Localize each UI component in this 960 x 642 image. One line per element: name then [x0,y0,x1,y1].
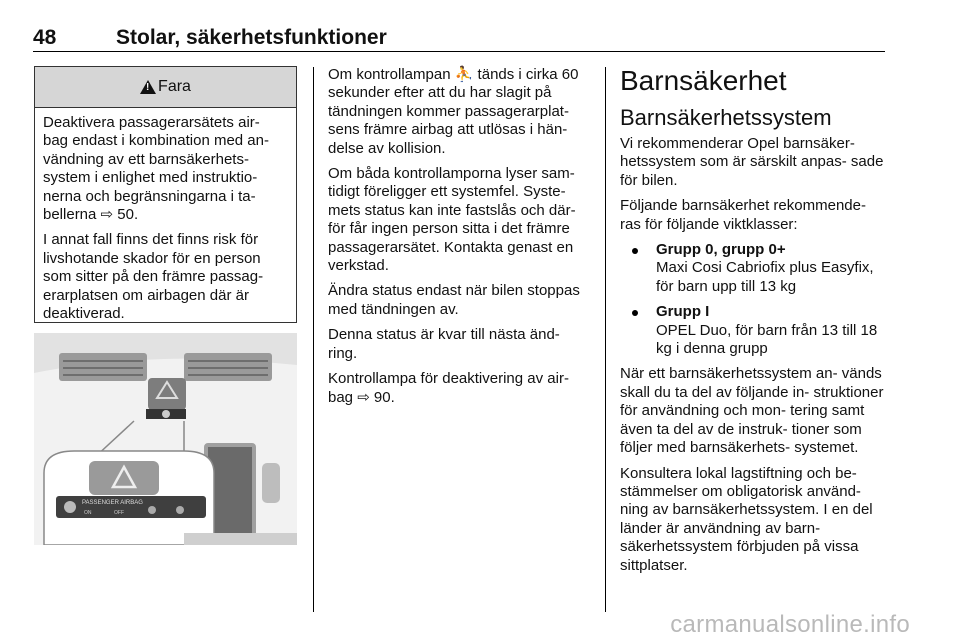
paragraph: Konsultera lokal lagstiftning och be- stämmelser om obligatorisk använd- ning av barnsäkerhetssystem. I en del länder är användning av barn- säkerhetssystem förbjuden på vissa sittplatser. [620,464,873,574]
column-3 [620,66,886,582]
column-divider [605,67,606,612]
page-number: 48 [33,26,57,49]
chapter-title: Stolar, säkerhetsfunktioner [116,26,387,49]
list-item-title: Grupp I [656,303,710,321]
page-header [33,26,885,52]
warning-paragraph: Deaktivera passagerarsätets air- bag endast i kombination med an- vändning av ett barnsäkerhets- system i enlighet med instruktio- nerna och begränsningarna i ta- bellerna ⇨ 50. [43,114,269,224]
list-item [620,303,886,358]
section-heading: Barnsäkerhet [620,65,787,96]
warning-triangle-icon [140,80,156,94]
on-label: ON [84,510,92,516]
paragraph: Om båda kontrollamporna lyser sam- tidigt föreligger ett systemfel. Syste- mets status kan inte fastslås och där- för får ingen person sitta i det främre passagerarsätet. Kontakta genast en verkstad. [328,165,576,275]
warning-box [34,66,297,323]
paragraph: Om kontrollampan ⛹ tänds i cirka 60 sekunder efter att du har slagit på tändningen kommer passagerarplat- sens främre airbag att utlösas i hän- delse av kollision. [328,66,579,157]
paragraph: Vi rekommenderar Opel barnsäker- hetssystem som är särskilt anpas- sade för bilen. [620,135,884,189]
paragraph: När ett barnsäkerhetssystem an- vänds skall du ta del av följande in- struktioner för användning och mon- tering samt även ta del av de instruk- tioner som följer med barnsäkerhets- systemet. [620,365,884,457]
column-2 [328,66,593,414]
bullet-icon [632,248,638,254]
paragraph: Ändra status endast när bilen stoppas med tändningen av. [328,282,580,318]
list-item-text: OPEL Duo, för barn från 13 till 18 kg i denna grupp [656,321,878,358]
list-item [620,241,886,296]
paragraph: Kontrollampa för deaktivering av air- bag ⇨ 90. [328,370,569,406]
panel-label: PASSENGER AIRBAG [82,500,143,506]
warning-title: Fara [158,78,191,95]
column-divider [313,67,314,612]
list-item-text: Maxi Cosi Cabriofix plus Easyfix, för barn upp till 13 kg [656,259,874,295]
header-rule [33,51,885,52]
paragraph: Denna status är kvar till nästa änd- ring. [328,326,560,362]
bullet-icon [632,310,638,316]
paragraph: Följande barnsäkerhet rekommende- ras för följande viktklasser: [620,197,866,233]
list-item-title: Grupp 0, grupp 0+ [656,241,786,259]
airbag-switch-illustration [34,333,297,545]
warning-paragraph: I annat fall finns det finns risk för livshotande skador för en person som sitter på den främre passag- erarplatsen om airbagen där är deaktiverad. [43,231,264,323]
watermark: carmanualsonline.info [670,611,910,638]
section-subheading: Barnsäkerhetssystem [620,105,832,130]
warning-header [35,67,296,108]
warning-body [35,108,296,323]
off-label: OFF [114,510,124,516]
